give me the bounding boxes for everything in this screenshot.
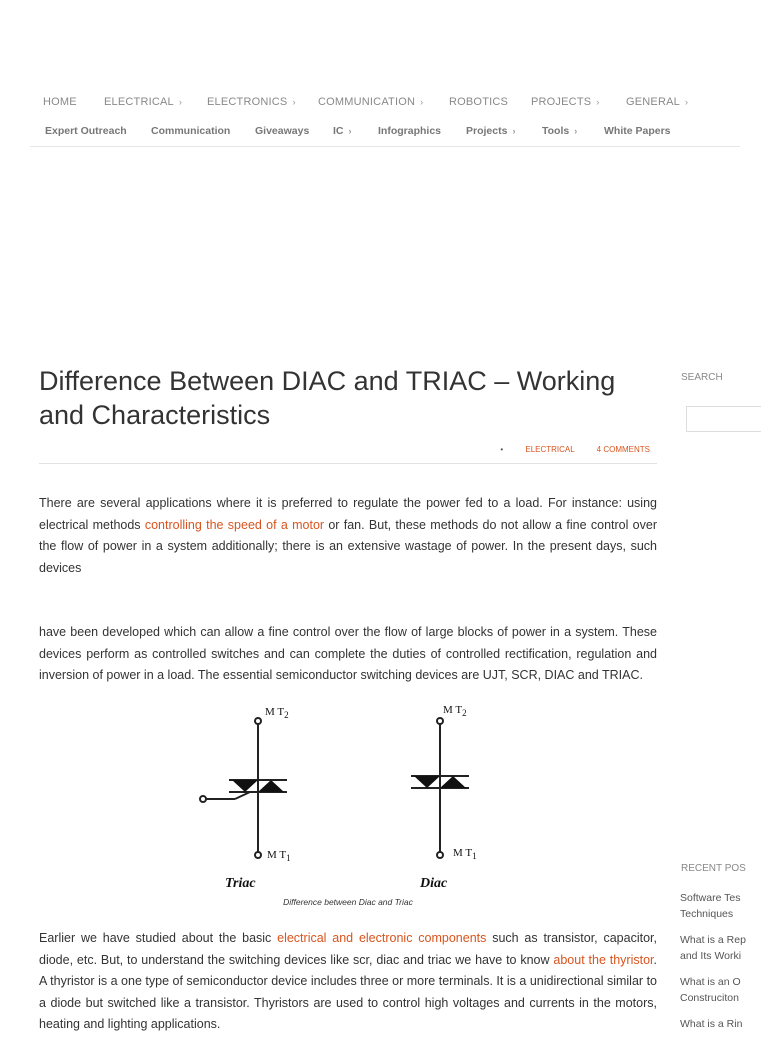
text-span: . A thyristor is a one type of semiconductor device includes three or more terminals. It is a unidirectional similar to a diode but switched like a transistor. Thyristors are used to control high voltages and currents in the motors, heating and lighting applications. [39, 952, 658, 1031]
nav-divider [30, 146, 740, 147]
triac-mt2-terminal [255, 718, 261, 724]
nav-label: IC [333, 125, 344, 137]
meta-divider [39, 463, 657, 464]
chevron-right-icon: › [596, 97, 600, 107]
triac-gate-terminal [200, 796, 206, 802]
primary-nav [43, 96, 748, 112]
chevron-right-icon: › [348, 126, 352, 136]
text-span: There are several applications where it is preferred to regulate the power fed to a load. For instance: using electrical methods [39, 496, 657, 532]
nav2-communication[interactable] [151, 125, 230, 137]
chevron-right-icon: › [684, 97, 689, 107]
nav2-projects[interactable] [466, 125, 515, 137]
diac-triac-diagram [195, 700, 505, 895]
thyristor-paragraph [39, 928, 657, 1036]
devices-paragraph: have been developed which can allow a fine control over the flow of large blocks of power in a system. These devices perform as controlled switches and can complete the duties of controlled rectification, regulation and inversion of power in a load. The essential semiconductor switching devices are UJT, SCR, DIAC and TRIAC. [39, 625, 657, 682]
recent-post-link[interactable]: What is a Rin [680, 1018, 743, 1030]
nav-label: HOME [43, 96, 77, 108]
recent-posts-list [680, 890, 768, 1042]
text-span: Earlier we have studied about the basic [39, 931, 278, 945]
thyristor-link[interactable]: about the thyristor [553, 952, 654, 967]
nav2-expert-outreach[interactable] [45, 125, 127, 137]
triac-gate-line [235, 792, 250, 799]
nav-electrical[interactable] [104, 96, 182, 108]
nav2-infographics[interactable] [378, 125, 441, 137]
triac-mt1-terminal [255, 852, 261, 858]
diac-mt1-label: M $T_1$ [453, 847, 477, 861]
nav-label: ROBOTICS [449, 96, 509, 108]
nav-label: COMMUNICATION [318, 96, 416, 108]
nav-label: Infographics [378, 125, 442, 137]
recent-post-link[interactable]: What is a Rep and Its Worki [680, 934, 746, 962]
diac-up-triangle [440, 776, 466, 788]
article-title: Difference Between DIAC and TRIAC – Working and Characteristics [39, 366, 616, 430]
category-link[interactable]: ELECTRICAL [525, 445, 575, 454]
nav-label: PROJECTS [531, 96, 592, 108]
triac-label: Triac [225, 876, 256, 891]
comments-link[interactable]: 4 COMMENTS [596, 445, 650, 454]
nav-label: Communication [151, 125, 231, 137]
recent-post-link[interactable]: Software Tes Techniques [680, 892, 741, 920]
triac-mt2-label: M $T_2$ [265, 706, 289, 720]
nav2-ic[interactable] [333, 125, 352, 137]
search-heading: SEARCH [681, 372, 723, 383]
triac-down-triangle [232, 780, 258, 792]
nav-label: Projects [466, 125, 508, 137]
nav-home[interactable] [43, 96, 77, 108]
text-span: or fan. But, these methods do not allow a fine control over the flow of power in a system additionally; there is an extensive wastage of power. In the present days, such devices [39, 517, 657, 575]
post-meta [500, 445, 650, 454]
recent-posts-heading: RECENT POS [681, 863, 746, 874]
nav-label: Tools [542, 125, 570, 137]
nav2-tools[interactable] [542, 125, 577, 137]
diac-label: Diac [420, 876, 448, 891]
intro-paragraph [39, 493, 657, 579]
nav2-giveaways[interactable] [255, 125, 309, 137]
secondary-nav [45, 125, 748, 139]
chevron-right-icon: › [420, 97, 424, 107]
diac-mt2-terminal [437, 718, 443, 724]
diac-triac-figure [195, 700, 505, 895]
search-input[interactable] [686, 406, 761, 432]
chevron-right-icon: › [574, 126, 578, 136]
nav-label: Expert Outreach [45, 125, 127, 137]
diac-mt1-terminal [437, 852, 443, 858]
nav-label: GENERAL [626, 96, 680, 108]
diac-down-triangle [414, 776, 440, 788]
motor-speed-link[interactable]: controlling the speed of a motor [144, 517, 325, 532]
meta-bullet: • [500, 445, 504, 454]
nav-projects[interactable] [531, 96, 599, 108]
components-link[interactable]: electrical and electronic components [277, 931, 487, 945]
nav2-white-papers[interactable] [604, 125, 671, 137]
diac-mt2-label: M $T_2$ [443, 704, 467, 718]
chevron-right-icon: › [292, 97, 296, 107]
nav-robotics[interactable] [449, 96, 508, 108]
nav-communication[interactable] [318, 96, 423, 108]
chevron-right-icon: › [512, 126, 516, 136]
triac-mt1-label: M $T_1$ [267, 849, 291, 863]
nav-electronics[interactable] [207, 96, 296, 108]
nav-label: White Papers [604, 125, 671, 137]
chevron-right-icon: › [178, 97, 183, 107]
nav-general[interactable] [626, 96, 688, 108]
triac-up-triangle [258, 780, 284, 792]
nav-label: ELECTRONICS [207, 96, 288, 108]
nav-label: Giveaways [255, 125, 310, 137]
text-span: such as transistor, capacitor, diode, etc. But, to understand the switching devices like scr, diac and triac we have to know [39, 931, 657, 967]
nav-label: ELECTRICAL [104, 96, 174, 108]
recent-post-link[interactable]: What is an O Construciton [680, 976, 741, 1004]
figure-caption: Difference between Diac and Triac [283, 897, 413, 907]
